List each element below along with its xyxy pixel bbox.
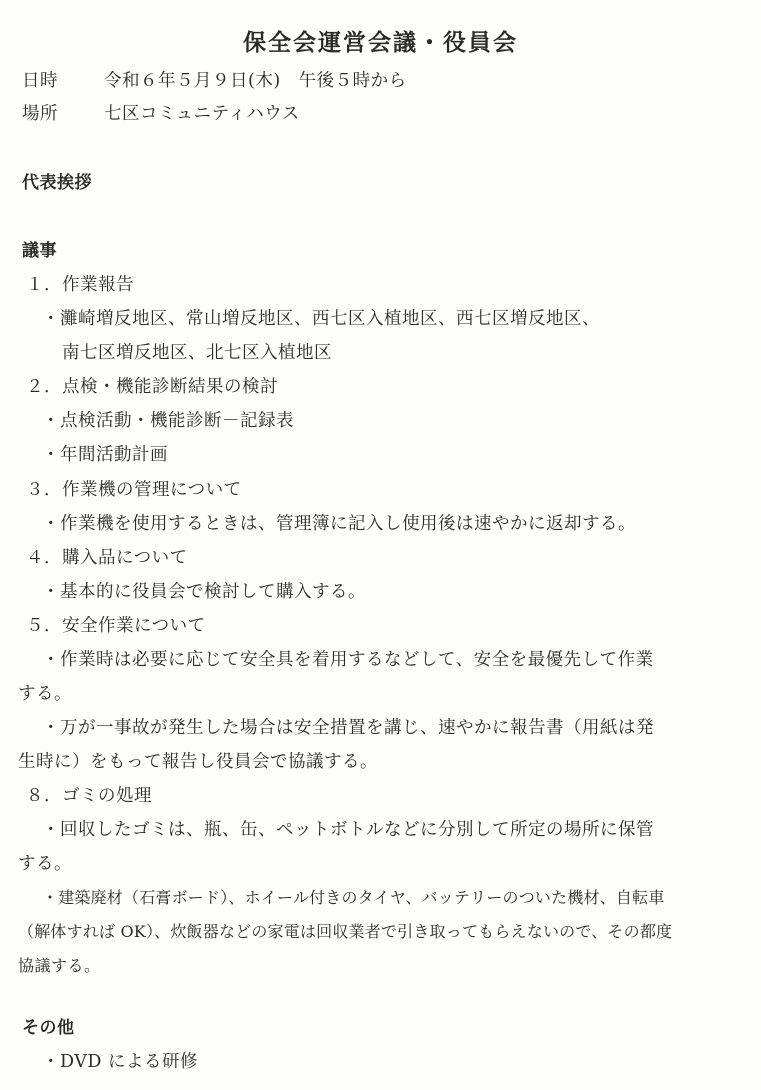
agenda-item-3: ３．作業機の管理について [26,480,242,500]
agenda-item-5-bullet-2: ・万が一事故が発生した場合は安全措置を講じ、速やかに報告書（用紙は発 [42,718,654,738]
meta-row-datetime [22,69,407,93]
agenda-item-1-bullet: ・灘崎増反地区、常山増反地区、西七区入植地区、西七区増反地区、 [42,309,600,329]
agenda-item-5-bullet-1-cont: する。 [18,684,72,704]
meta-row-place [22,102,300,126]
agenda-item-8-bullet-1: ・回収したゴミは、瓶、缶、ペットボトルなどに分別して所定の場所に保管 [42,820,654,840]
other-item-dvd: ・DVD による研修 [42,1052,198,1072]
greeting-heading: 代表挨拶 [22,173,92,193]
agenda-item-4: ４．購入品について [26,548,188,568]
agenda-item-1-bullet-cont: 南七区増反地区、北七区入植地区 [62,343,332,363]
agenda-item-8-bullet-2-cont-2: 協議する。 [18,956,101,975]
agenda-item-8-bullet-2: ・建築廃材（石膏ボード）、ホイール付きのタイヤ、バッテリーのついた機材、自転車 [42,888,665,907]
meta-value-datetime: 令和６年５月９日(木) 午後５時から [104,71,407,91]
agenda-item-2: ２．点検・機能診断結果の検討 [26,377,278,397]
agenda-item-5-bullet-1: ・作業時は必要に応じて安全具を着用するなどして、安全を最優先して作業 [42,650,654,670]
agenda-item-8: ８．ゴミの処理 [26,786,152,806]
meta-label-datetime: 日時 [22,71,58,91]
agenda-item-5: ５．安全作業について [26,616,206,636]
agenda-item-1: １．作業報告 [26,275,134,295]
agenda-item-8-bullet-1-cont: する。 [18,854,72,874]
agenda-item-4-bullet: ・基本的に役員会で検討して購入する。 [42,582,366,602]
agenda-item-3-bullet: ・作業機を使用するときは、管理簿に記入し使用後は速やかに返却する。 [42,514,636,534]
agenda-item-2-bullet-1: ・点検活動・機能診断－記録表 [42,411,294,431]
meta-label-place: 場所 [22,104,58,124]
agenda-item-5-bullet-2-cont: 生時に）をもって報告し役員会で協議する。 [18,752,378,772]
other-heading: その他 [22,1018,75,1038]
agenda-item-8-bullet-2-cont: （解体すれば OK）、炊飯器などの家電は回収業者で引き取ってもらえないので、その都度 [18,922,673,941]
meta-value-place: 七区コミュニティハウス [104,104,300,124]
document-title: 保全会運営会議・役員会 [243,29,518,56]
agenda-heading: 議事 [22,241,57,261]
agenda-item-2-bullet-2: ・年間活動計画 [42,445,168,465]
